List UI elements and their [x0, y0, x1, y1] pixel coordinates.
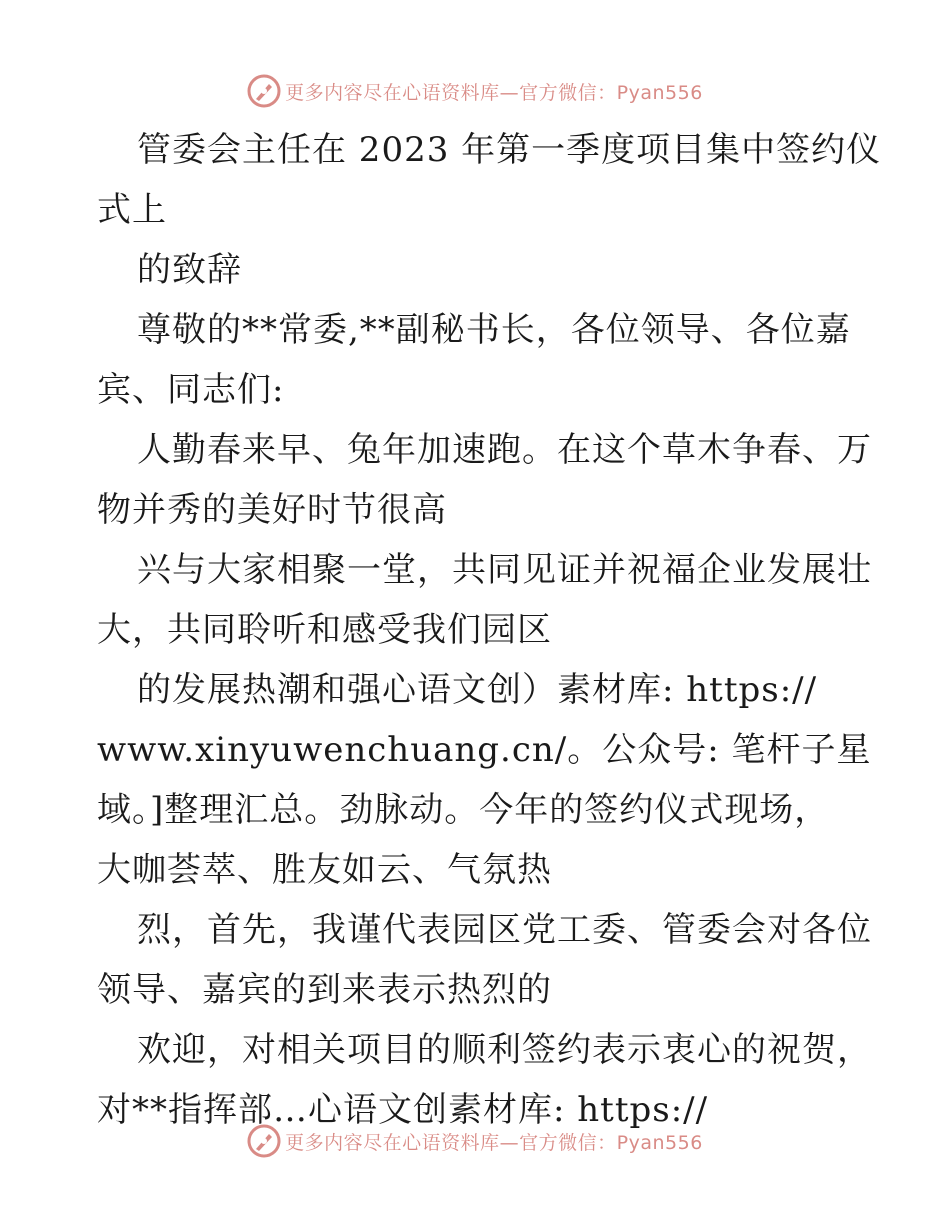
- paragraph-line: 域。]整理汇总。劲脉动。今年的签约仪式现场，: [97, 790, 830, 830]
- paragraph-line: 的发展热潮和强心语文创）素材库: https://: [137, 670, 818, 710]
- pen-logo-icon: [247, 74, 281, 108]
- salutation-line: 宾、同志们:: [97, 370, 285, 410]
- paragraph-line: 领导、嘉宾的到来表示热烈的: [97, 970, 552, 1010]
- title-line: 式上: [97, 190, 167, 230]
- paragraph-line: 大，共同聆听和感受我们园区: [97, 610, 552, 650]
- paragraph-line: 兴与大家相聚一堂，共同见证并祝福企业发展壮: [137, 550, 872, 590]
- salutation-line: 尊敬的**常委,**副秘书长，各位领导、各位嘉: [137, 310, 851, 350]
- paragraph-line: www.xinyuwenchuang.cn/。公众号: 笔杆子星: [97, 730, 872, 770]
- watermark-header: [0, 71, 950, 111]
- watermark-footer: [0, 1121, 950, 1161]
- paragraph-line: 大咖荟萃、胜友如云、气氛热: [97, 850, 552, 890]
- title-line: 的致辞: [137, 250, 242, 290]
- paragraph-line: 人勤春来早、兔年加速跑。在这个草木争春、万: [137, 430, 872, 470]
- watermark-text: 更多内容尽在心语资料库—官方微信：Pyan556: [285, 1131, 703, 1154]
- document-body: [97, 120, 882, 1140]
- title-line: 管委会主任在 2023 年第一季度项目集中签约仪: [137, 130, 882, 170]
- paragraph-line: 欢迎，对相关项目的顺利签约表示衷心的祝贺，: [137, 1030, 872, 1070]
- pen-logo-icon: [247, 1124, 281, 1158]
- paragraph-line: 物并秀的美好时节很高: [97, 490, 447, 530]
- watermark-text: 更多内容尽在心语资料库—官方微信：Pyan556: [285, 81, 703, 104]
- paragraph-line: 对**指挥部…心语文创素材库: https://: [97, 1090, 709, 1130]
- paragraph-line: 烈，首先，我谨代表园区党工委、管委会对各位: [137, 910, 872, 950]
